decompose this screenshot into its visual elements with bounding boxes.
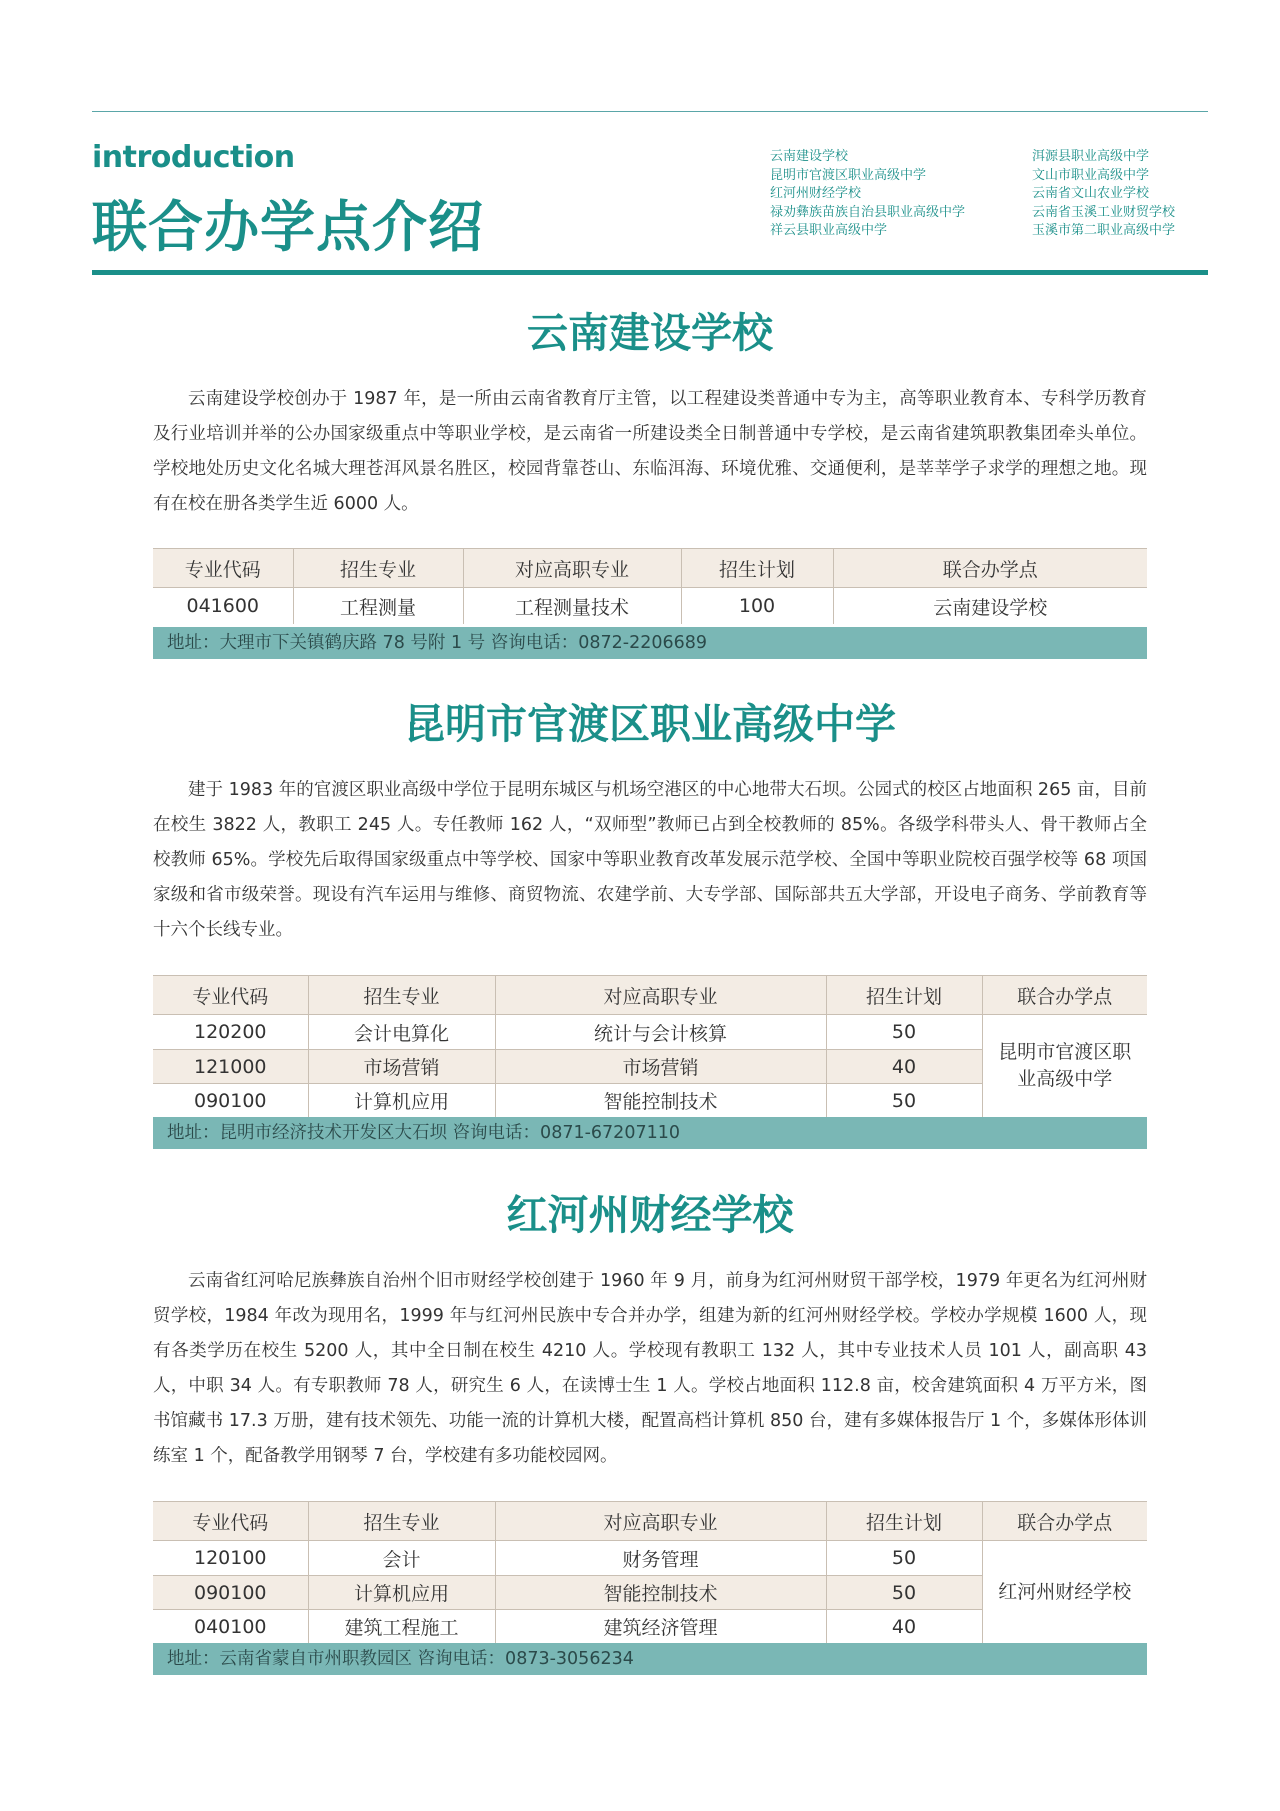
table-cell-joint-site xyxy=(982,1015,1147,1118)
enrollment-table xyxy=(153,975,1147,1117)
school-list-item: 祥云县职业高级中学 xyxy=(770,223,888,238)
table-cell-major: 会计 xyxy=(308,1541,495,1576)
table-header-cell: 专业代码 xyxy=(153,549,293,588)
table-cell-higher-major: 智能控制技术 xyxy=(495,1576,826,1610)
section-guandu-vocational xyxy=(153,696,1147,1143)
header-bottom-rule xyxy=(92,270,1208,275)
school-list-item: 红河州财经学校 xyxy=(770,186,862,201)
school-list-item: 玉溪市第二职业高级中学 xyxy=(1032,223,1176,238)
table-cell-joint-site xyxy=(982,1541,1147,1644)
section-yunnan-construction xyxy=(153,305,1147,653)
table-cell-joint-site: 云南建设学校 xyxy=(833,588,1147,625)
table-cell-higher-major: 建筑经济管理 xyxy=(495,1610,826,1644)
table-cell-plan: 50 xyxy=(826,1084,982,1118)
table-header-cell: 招生计划 xyxy=(826,976,982,1015)
table-row xyxy=(153,588,1147,625)
table-row xyxy=(153,1541,1147,1576)
section-description: 云南建设学校创办于 1987 年，是一所由云南省教育厅主管，以工程建设类普通中专为主，高等职业教育本、专科学历教育及行业培训并举的公办国家级重点中等职业学校，是云南省一所建设类全日制普通中专学校，是云南省建筑职教集团牵头单位。学校地处历史文化名城大理苍洱风景名胜区，校园背靠苍山、东临洱海、环境优雅、交通便利，是莘莘学子求学的理想之地。现有在校在册各类学生近 6000 人。 xyxy=(153,389,1147,514)
table-cell-code: 121000 xyxy=(153,1050,308,1084)
address-bar: 地址：云南省蒙自市州职教园区 咨询电话：0873-3056234 xyxy=(153,1643,1147,1675)
intro-chinese-heading: 联合办学点介绍 xyxy=(92,195,485,259)
table-cell-major: 计算机应用 xyxy=(308,1084,495,1118)
table-header-cell: 招生专业 xyxy=(308,976,495,1015)
table-cell-code: 120100 xyxy=(153,1541,308,1576)
school-list-col1 xyxy=(770,148,965,241)
section-title: 昆明市官渡区职业高级中学 xyxy=(404,700,896,748)
table-header-cell: 专业代码 xyxy=(153,1502,308,1541)
school-list-item: 洱源县职业高级中学 xyxy=(1032,149,1150,164)
intro-english-heading: introduction xyxy=(92,140,295,175)
section-description: 建于 1983 年的官渡区职业高级中学位于昆明东城区与机场空港区的中心地带大石坝。公园式的校区占地面积 265 亩，目前在校生 3822 人，教职工 245 人。专任教师 162 人，“双师型”教师已占到全校教师的 85%。各级学科带头人、骨干教师占全校教师 65%。学校先后取得国家级重点中等学校、国家中等职业教育改革发展示范学校、全国中等职业院校百强学校等 68 项国家级和省市级荣誉。现设有汽车运用与维修、商贸物流、农建学前、大专学部、国际部共五大学部，开设电子商务、学前教育等十六个长线专业。 xyxy=(153,780,1147,940)
table-header-cell: 联合办学点 xyxy=(982,976,1147,1015)
school-list-item: 云南省文山农业学校 xyxy=(1032,186,1150,201)
joint-site-label: 昆明市官渡区职业高级中学 xyxy=(998,1041,1132,1090)
enrollment-table xyxy=(153,1501,1147,1643)
table-cell-plan: 50 xyxy=(826,1015,982,1050)
table-cell-major: 市场营销 xyxy=(308,1050,495,1084)
table-header-cell: 联合办学点 xyxy=(833,549,1147,588)
table-cell-code: 090100 xyxy=(153,1084,308,1118)
table-header-cell: 对应高职专业 xyxy=(495,1502,826,1541)
address-bar: 地址：大理市下关镇鹤庆路 78 号附 1 号 咨询电话：0872-2206689 xyxy=(153,627,1147,659)
table-cell-code: 120200 xyxy=(153,1015,308,1050)
school-list-item: 云南省玉溪工业财贸学校 xyxy=(1032,204,1176,220)
table-cell-higher-major: 市场营销 xyxy=(495,1050,826,1084)
address-bar: 地址：昆明市经济技术开发区大石坝 咨询电话：0871-67207110 xyxy=(153,1117,1147,1149)
table-header-cell: 招生专业 xyxy=(293,549,463,588)
school-list-item: 文山市职业高级中学 xyxy=(1032,167,1150,183)
table-cell-code: 090100 xyxy=(153,1576,308,1610)
school-list-item: 云南建设学校 xyxy=(770,149,849,164)
table-header-cell: 对应高职专业 xyxy=(495,976,826,1015)
table-header-cell: 联合办学点 xyxy=(982,1502,1147,1541)
header-top-rule xyxy=(92,111,1208,112)
enrollment-table xyxy=(153,548,1147,624)
section-title: 红河州财经学校 xyxy=(506,1191,794,1239)
section-title: 云南建设学校 xyxy=(527,309,773,357)
school-list-item: 禄劝彝族苗族自治县职业高级中学 xyxy=(770,204,966,220)
table-cell-higher-major: 工程测量技术 xyxy=(463,588,681,625)
school-list-item: 昆明市官渡区职业高级中学 xyxy=(770,167,927,183)
table-cell-major: 会计电算化 xyxy=(308,1015,495,1050)
table-cell-higher-major: 统计与会计核算 xyxy=(495,1015,826,1050)
joint-site-label: 红河州财经学校 xyxy=(998,1580,1132,1603)
table-cell-plan: 50 xyxy=(826,1576,982,1610)
section-description: 云南省红河哈尼族彝族自治州个旧市财经学校创建于 1960 年 9 月，前身为红河州财贸干部学校，1979 年更名为红河州财贸学校，1984 年改为现用名，1999 年与红河州民族中专合并办学，组建为新的红河州财经学校。学校办学规模 1600 人，现有各类学历在校生 5200 人，其中全日制在校生 4210 人。学校现有教职工 132 人，其中专业技术人员 101 人，副高职 43 人，中职 34 人。有专职教师 78 人，研究生 6 人，在读博士生 1 人。学校占地面积 112.8 亩，校舍建筑面积 4 万平方米，图书馆藏书 17.3 万册，建有技术领先、功能一流的计算机大楼，配置高档计算机 850 台，建有多媒体报告厅 1 个，多媒体形体训练室 1 个，配备教学用钢琴 7 台，学校建有多功能校园网。 xyxy=(153,1271,1147,1466)
table-cell-major: 建筑工程施工 xyxy=(308,1610,495,1644)
section-honghe-finance xyxy=(153,1187,1147,1669)
table-cell-major: 工程测量 xyxy=(293,588,463,625)
table-header-cell: 招生计划 xyxy=(826,1502,982,1541)
table-cell-higher-major: 智能控制技术 xyxy=(495,1084,826,1118)
table-row xyxy=(153,1015,1147,1050)
table-cell-plan: 40 xyxy=(826,1610,982,1644)
table-header-cell: 对应高职专业 xyxy=(463,549,681,588)
school-list-col2 xyxy=(1032,148,1175,241)
table-cell-plan: 40 xyxy=(826,1050,982,1084)
table-cell-higher-major: 财务管理 xyxy=(495,1541,826,1576)
table-cell-major: 计算机应用 xyxy=(308,1576,495,1610)
table-cell-code: 040100 xyxy=(153,1610,308,1644)
table-header-cell: 专业代码 xyxy=(153,976,308,1015)
table-cell-plan: 50 xyxy=(826,1541,982,1576)
table-header-cell: 招生专业 xyxy=(308,1502,495,1541)
table-cell-plan: 100 xyxy=(681,588,833,625)
table-cell-code: 041600 xyxy=(153,588,293,625)
table-header-cell: 招生计划 xyxy=(681,549,833,588)
